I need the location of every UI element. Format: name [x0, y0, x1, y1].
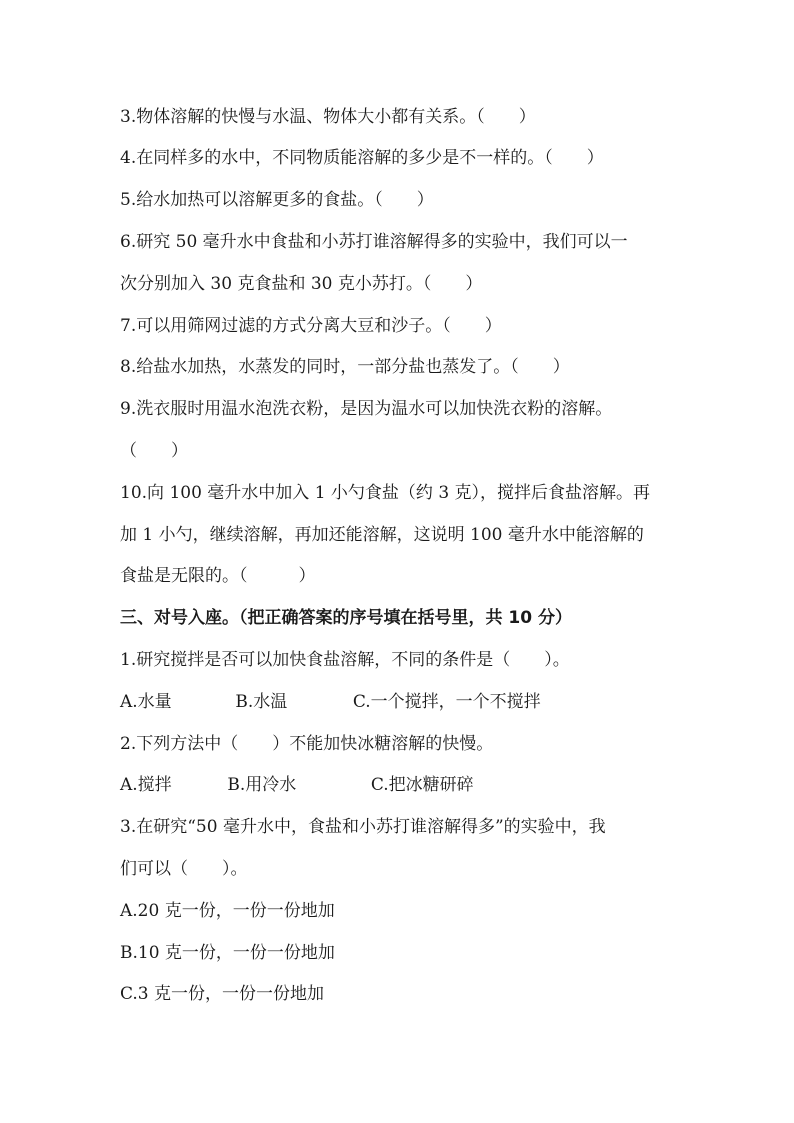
- choice-question-1-option-a: A.水量: [120, 692, 172, 712]
- choice-question-2-stem: 2.下列方法中（ ）不能加快冰糖溶解的快慢。: [120, 734, 494, 754]
- judgement-question-6-line-1: 6.研究 50 毫升水中食盐和小苏打谁溶解得多的实验中，我们可以一: [120, 232, 628, 252]
- judgement-question-6-line-2: 次分别加入 30 克食盐和 30 克小苏打。（ ）: [120, 274, 483, 294]
- choice-question-2-option-c: C.把冰糖研碎: [370, 775, 474, 795]
- choice-question-1-options: [120, 691, 541, 713]
- judgement-question-10-line-2: 加 1 小勺，继续溶解，再加还能溶解，这说明 100 毫升水中能溶解的: [120, 525, 644, 545]
- choice-question-1-option-c: C.一个搅拌，一个不搅拌: [352, 692, 541, 712]
- choice-question-3-option-b: B.10 克一份，一份一份地加: [120, 943, 335, 963]
- judgement-question-8: 8.给盐水加热，水蒸发的同时，一部分盐也蒸发了。（ ）: [120, 357, 570, 377]
- choice-question-3-option-c: C.3 克一份，一份一份地加: [120, 984, 325, 1004]
- judgement-question-9-line-1: 9.洗衣服时用温水泡洗衣粉，是因为温水可以加快洗衣粉的溶解。: [120, 399, 613, 419]
- judgement-question-7: 7.可以用筛网过滤的方式分离大豆和沙子。（ ）: [120, 316, 502, 336]
- judgement-question-3: 3.物体溶解的快慢与水温、物体大小都有关系。（ ）: [120, 107, 536, 127]
- choice-question-1-stem: 1.研究搅拌是否可以加快食盐溶解，不同的条件是（ ）。: [120, 650, 570, 670]
- choice-question-1-option-b: B.水温: [235, 692, 288, 712]
- judgement-question-10-line-1: 10.向 100 毫升水中加入 1 小勺食盐（约 3 克），搅拌后食盐溶解。再: [120, 483, 651, 503]
- choice-question-3-option-a: A.20 克一份，一份一份地加: [120, 901, 335, 921]
- judgement-question-4: 4.在同样多的水中，不同物质能溶解的多少是不一样的。（ ）: [120, 148, 604, 168]
- judgement-question-5: 5.给水加热可以溶解更多的食盐。（ ）: [120, 190, 434, 210]
- choice-question-2-option-a: A.搅拌: [120, 775, 172, 795]
- section-3-heading: 三、对号入座。（把正确答案的序号填在括号里，共 10 分）: [120, 608, 572, 628]
- judgement-question-10-line-3: 食盐是无限的。（ ）: [120, 566, 316, 586]
- choice-question-2-option-b: B.用冷水: [227, 775, 297, 795]
- judgement-question-9-line-2: （ ）: [120, 441, 188, 461]
- choice-question-2-options: [120, 774, 474, 796]
- choice-question-3-stem-line-1: 3.在研究“50 毫升水中，食盐和小苏打谁溶解得多”的实验中，我: [120, 817, 606, 837]
- choice-question-3-stem-line-2: 们可以（ ）。: [120, 859, 248, 879]
